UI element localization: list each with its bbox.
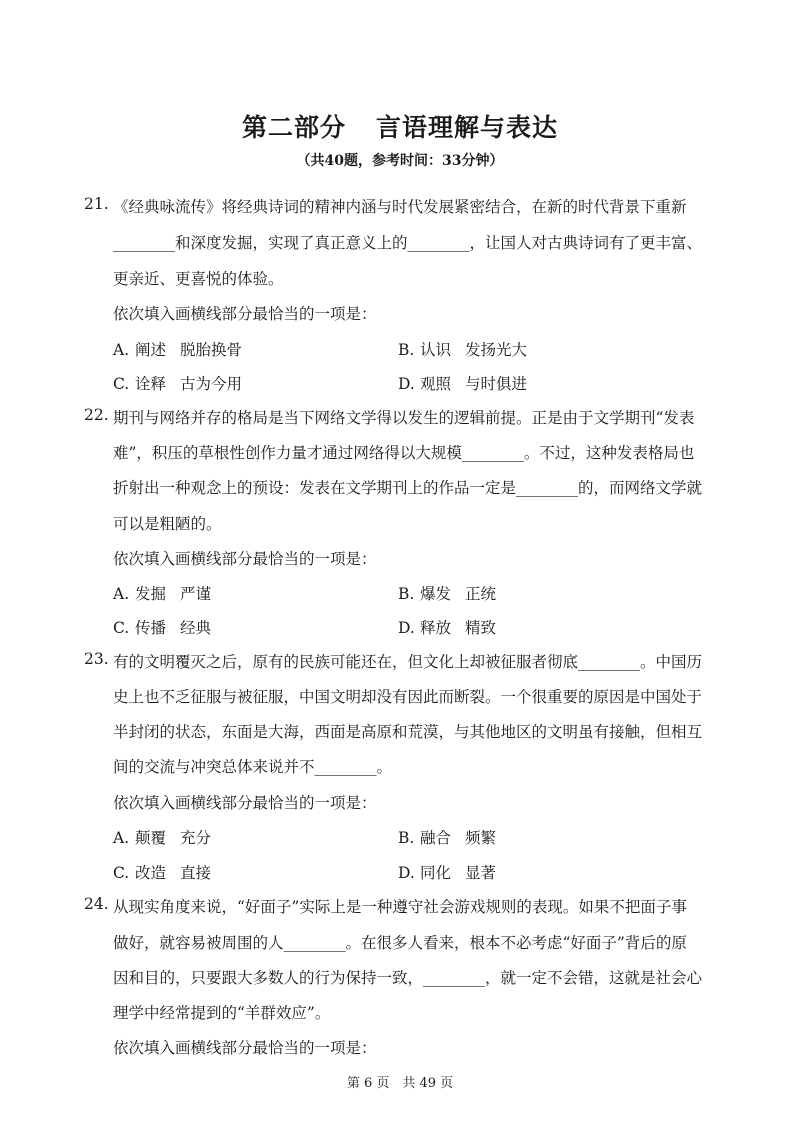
question-number: 22. [84, 406, 109, 424]
option-word-2: 显著 [465, 864, 497, 882]
question-text-line: 史上也不乏征服与被征服，中国文明却没有因此而断裂。一个很重要的原因是中国处于 [113, 688, 703, 706]
question-text-line: 做好，就容易被周围的人________。在很多人看来，根本不必考虑“好面子”背后的原 [113, 934, 687, 952]
section-title-name: 言语理解与表达 [376, 113, 559, 142]
question-text-line: 《经典咏流传》将经典诗词的精神内涵与时代发展紧密结合，在新的时代背景下重新 [113, 198, 687, 216]
question-text-line: 有的文明覆灭之后，原有的民族可能还在，但文化上却被征服者彻底________。中国历 [113, 653, 703, 671]
option-letter: A. [113, 585, 130, 603]
option-word-2: 经典 [180, 619, 212, 637]
section-subtitle: （共40题，参考时间：33分钟） [296, 153, 504, 169]
question-instruction: 依次填入画横线部分最恰当的一项是： [113, 550, 377, 568]
option-word-1: 传播 [135, 619, 167, 637]
question-text-line: 难”，积压的草根性创作力量才通过网络得以大规模________。不过，这种发表格局也 [113, 444, 695, 462]
option-letter: B. [398, 829, 415, 847]
option-d[interactable] [398, 616, 496, 638]
option-a[interactable] [113, 582, 211, 604]
option-word-1: 同化 [420, 864, 452, 882]
question-text-line: 折射出一种观念上的预设：发表在文学期刊上的作品一定是________的，而网络文学就 [113, 479, 703, 497]
option-word-2: 直接 [180, 864, 212, 882]
option-word-2: 发扬光大 [465, 341, 528, 359]
question-text-line: 因和目的，只要跟大多数人的行为保持一致，________，就一定不会错，这就是社会心 [113, 969, 703, 987]
option-a[interactable] [113, 826, 211, 848]
option-word-1: 诠释 [135, 375, 167, 393]
option-word-2: 正统 [465, 585, 497, 603]
option-letter: D. [398, 619, 415, 637]
option-word-1: 观照 [420, 375, 452, 393]
option-b[interactable] [398, 826, 496, 848]
option-word-1: 改造 [135, 864, 167, 882]
question-text-line: 理学中经常提到的“羊群效应”。 [113, 1004, 331, 1022]
option-word-2: 精致 [465, 619, 497, 637]
question-instruction: 依次填入画横线部分最恰当的一项是： [113, 305, 377, 323]
option-letter: D. [398, 864, 415, 882]
option-b[interactable] [398, 582, 496, 604]
option-word-1: 颠覆 [135, 829, 167, 847]
option-word-1: 发掘 [135, 585, 167, 603]
option-c[interactable] [113, 616, 211, 638]
option-b[interactable] [398, 338, 527, 360]
question-text-line: 更亲近、更喜悦的体验。 [113, 270, 284, 288]
section-title [0, 108, 800, 144]
option-letter: A. [113, 341, 130, 359]
option-c[interactable] [113, 372, 242, 394]
question-number: 24. [84, 895, 109, 913]
question-text-line: 半封闭的状态，东面是大海，西面是高原和荒漠，与其他地区的文明虽有接触，但相互 [113, 723, 703, 741]
option-word-2: 古为今用 [180, 375, 243, 393]
option-letter: C. [113, 864, 130, 882]
option-letter: B. [398, 585, 415, 603]
section-title-part: 第二部分 [241, 113, 346, 142]
option-c[interactable] [113, 861, 211, 883]
option-word-1: 认识 [420, 341, 452, 359]
option-d[interactable] [398, 372, 527, 394]
option-d[interactable] [398, 861, 496, 883]
option-word-2: 严谨 [180, 585, 212, 603]
option-word-2: 频繁 [465, 829, 497, 847]
question-number: 21. [84, 195, 109, 213]
question-text-line: 可以是粗陋的。 [113, 515, 222, 533]
question-text-line: 间的交流与冲突总体来说并不________。 [113, 758, 393, 776]
page-footer: 第 6 页 共 49 页 [346, 1076, 454, 1091]
option-word-1: 阐述 [135, 341, 167, 359]
option-a[interactable] [113, 338, 242, 360]
question-instruction: 依次填入画横线部分最恰当的一项是： [113, 794, 377, 812]
option-word-2: 脱胎换骨 [180, 341, 243, 359]
option-word-2: 与时俱进 [465, 375, 528, 393]
question-text-line: ________和深度发掘，实现了真正意义上的________，让国人对古典诗词有了更丰富、 [113, 234, 703, 252]
option-letter: D. [398, 375, 415, 393]
option-letter: B. [398, 341, 415, 359]
option-word-1: 释放 [420, 619, 452, 637]
question-number: 23. [84, 650, 109, 668]
option-letter: C. [113, 619, 130, 637]
option-word-2: 充分 [180, 829, 212, 847]
option-word-1: 融合 [420, 829, 452, 847]
option-word-1: 爆发 [420, 585, 452, 603]
question-instruction: 依次填入画横线部分最恰当的一项是： [113, 1039, 377, 1057]
question-text-line: 从现实角度来说，“好面子”实际上是一种遵守社会游戏规则的表现。如果不把面子事 [113, 898, 687, 916]
option-letter: A. [113, 829, 130, 847]
question-text-line: 期刊与网络并存的格局是当下网络文学得以发生的逻辑前提。正是由于文学期刊“发表 [113, 409, 695, 427]
option-letter: C. [113, 375, 130, 393]
